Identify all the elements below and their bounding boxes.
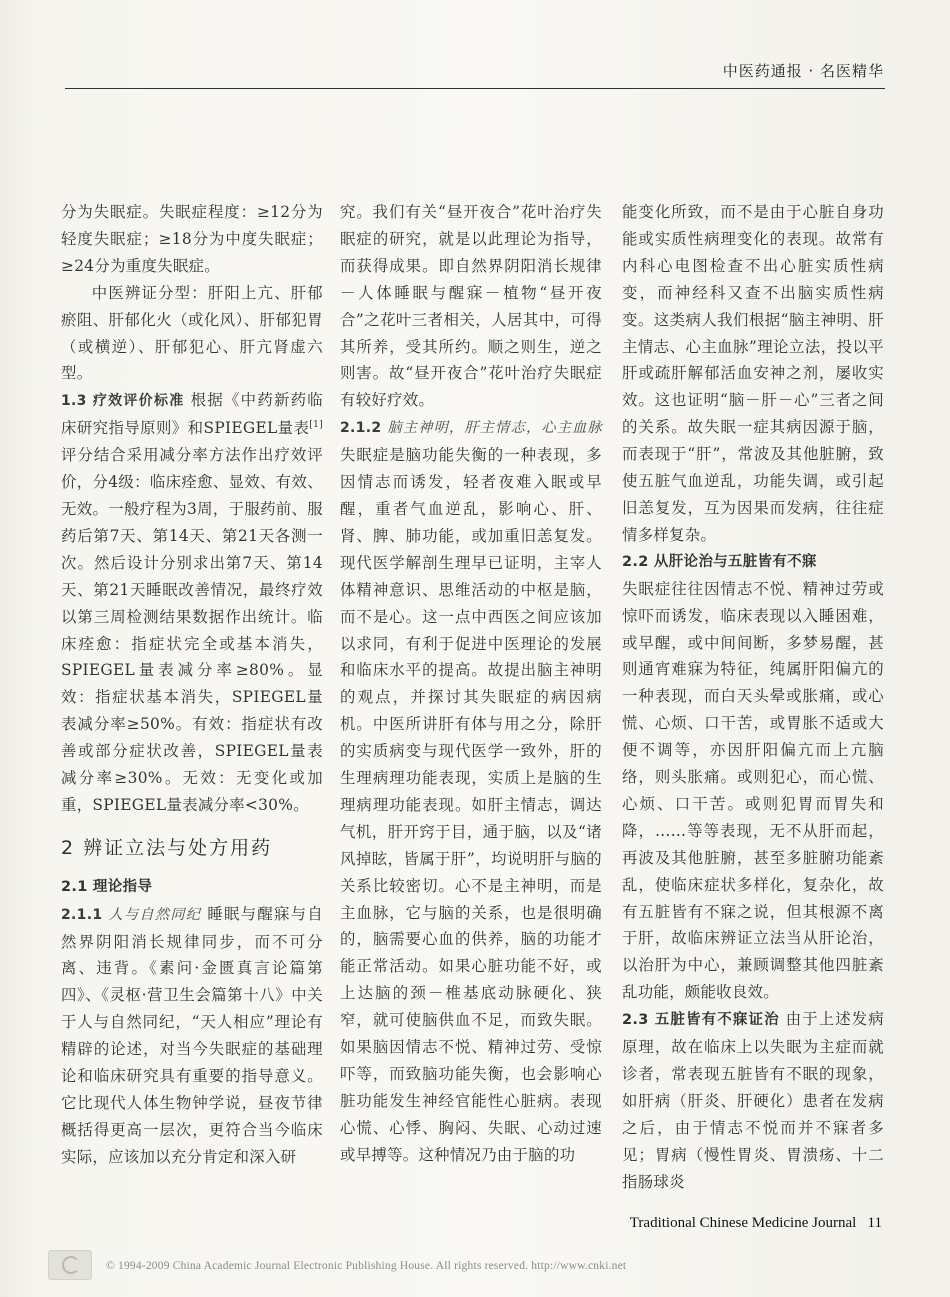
column-middle bbox=[340, 199, 602, 1169]
journal-header-title: 中医药通报 · 名医精华 bbox=[722, 62, 884, 80]
column-left bbox=[61, 199, 323, 1171]
section-text: 根据《中药新药临床研究指导原则》和SPIEGEL量表 bbox=[61, 391, 323, 438]
section-number: 2.1.2 bbox=[340, 420, 382, 437]
section-title: 2.3 五脏皆有不寐证治 bbox=[622, 1012, 780, 1029]
header-rule bbox=[65, 88, 885, 89]
section-text: 睡眠与醒寐与自然界阴阳消长规律同步，而不可分离、违背。《素问·金匮真言论篇第四》、《灵枢·营卫生会篇第十八》中关于人与自然同纪，“天人相应”理论有精辟的论述，对当今失眠症的基础理论和临床研究具有重要的指导意义。它比现代人体生物钟学说，昼夜节律概括得更高一层次，更符合当今临床实际，应该加以充分肯定和深入研 bbox=[61, 904, 323, 1166]
cnki-logo-icon bbox=[48, 1250, 92, 1280]
paragraph-insomnia-grading: 分为失眠症。失眠症程度：≥12分为轻度失眠症；≥18分为中度失眠症；≥24分为重度失眠症。 bbox=[61, 203, 323, 275]
footer-journal-name: Traditional Chinese Medicine Journal bbox=[629, 1215, 857, 1231]
section-text: 失眠症是脑功能失衡的一种表现，多因情志而诱发，轻者夜难入眠或早醒，重者气血逆乱，影响心、肝、肾、脾、肺功能，或加重旧恙复发。现代医学解剖生理早已证明，主宰人体精神意识、思维活动的中枢是脑，而不是心。这一点中西医之间应该加以求同，有利于促进中医理论的发展和临床水平的提高。故提出脑主神明的观点，并探讨其失眠症的病因病机。中医所讲肝有体与用之分，除肝的实质病变与现代医学一致外，肝的生理病理功能表现，实质上是脑的生理病理功能表现。如肝主情志，调达气机，肝开窍于目，通于脑，以及“诸风掉眩，皆属于肝”，均说明肝与脑的关系比较密切。心不是主神明，而是主血脉，它与脑的关系，也是很明确的，脑需要心血的供养，脑的功能才能正常活动。如果心脏功能不好，或上达脑的颈－椎基底动脉硬化、狭窄，就可使脑供血不足，而致失眠。如果脑因情志不悦、精神过劳、受惊吓等，而致脑功能失衡，也会影响心脏功能发生神经官能性心脏病。表现心慌、心悸、胸闷、失眠、心动过速或早搏等。这种情况乃由于脑的功 bbox=[340, 446, 602, 1164]
section-title: 人与自然同纪 bbox=[108, 906, 202, 923]
section-1-3 bbox=[61, 387, 323, 819]
section-title: 疗效评价标准 bbox=[92, 393, 185, 410]
footer-journal bbox=[630, 1215, 882, 1232]
section-text: 由于上述发病原理，故在临床上以失眠为主症而就诊者，常表现五脏皆有不眠的现象，如肝病（肝炎、肝硬化）患者在发病之后，由于情志不悦而并不寐者多见；胃病（慢性胃炎、胃溃疡、十二指肠球炎 bbox=[622, 1010, 884, 1191]
paragraph-liver-treatment: 失眠症往往因情志不悦、精神过劳或惊吓而诱发，临床表现以入睡困难，或早醒，或中间间断，多梦易醒，甚则通宵难寐为特征，纯属肝阳偏亢的一种表现，而白天头晕或胀痛，或心慌、心烦、口干苦，或胃胀不适或大便不调等，亦因肝阳偏亢而上亢脑络，则头胀痛。或则犯心，而心慌、心烦、口干苦。或则犯胃而胃失和降，……等等表现，无不从肝而起，再波及其他脏腑，甚至多脏腑功能紊乱，使临床症状多样化，复杂化，故有五脏皆有不寐之说，但其根源不离于肝，故临床辨证立法当从肝论治，以治肝为中心，兼顾调整其他四脏紊乱功能，颇能收良效。 bbox=[622, 579, 884, 1002]
citation-ref[interactable]: [1] bbox=[309, 420, 323, 431]
section-text-cont: 评分结合采用减分率方法作出疗效评价，分4级：临床痊愈、显效、有效、无效。一般疗程为3周，于服药前、服药后第7天、第14天、第21天各测一次。然后设计分别求出第7天、第14天、第21天睡眠改善情况，最终疗效以第三周检测结果数据作出统计。临床痊愈：指症状完全或基本消失，SPIEGEL量表减分率≥80%。显效：指症状基本消失，SPIEGEL量表减分率≥50%。有效：指症状有改善或部分症状改善，SPIEGEL量表减分率≥30%。无效：无变化或加重，SPIEGEL量表减分率<30%。 bbox=[61, 446, 323, 814]
column-right bbox=[622, 199, 884, 1196]
page-number: 11 bbox=[867, 1215, 882, 1231]
section-2-1-2 bbox=[340, 414, 602, 1168]
footer-copyright: © 1994-2009 China Academic Journal Electronic Publishing House. All rights reserved. http://www.cnki.net bbox=[106, 1260, 627, 1272]
heading-2-1: 2.1 理论指导 bbox=[61, 878, 153, 895]
paragraph-tcm-syndrome-types: 中医辨证分型：肝阳上亢、肝郁瘀阻、肝郁化火（或化风）、肝郁犯胃（或横逆）、肝郁犯心、肝亢肾虚六型。 bbox=[61, 283, 323, 383]
section-2-1-1 bbox=[61, 901, 323, 1171]
heading-2-2: 2.2 从肝论治与五脏皆有不寐 bbox=[622, 553, 817, 570]
heading-chapter-2: 2 辨证立法与处方用药 bbox=[61, 836, 273, 859]
section-title: 脑主神明，肝主情志，心主血脉 bbox=[387, 420, 602, 437]
section-number: 2.1.1 bbox=[61, 906, 103, 923]
paragraph-day-night-flower: 究。我们有关“昼开夜合”花叶治疗失眠症的研究，就是以此理论为指导，而获得成果。即自然界阴阳消长规律－人体睡眠与醒寐－植物“昼开夜合”之花叶三者相关，人居其中，可得其所养，受其所约。顺之则生，逆之则害。故“昼开夜合”花叶治疗失眠症有较好疗效。 bbox=[340, 203, 602, 410]
section-2-3 bbox=[622, 1006, 884, 1195]
paragraph-brain-liver-heart: 能变化所致，而不是由于心脏自身功能或实质性病理变化的表现。故常有内科心电图检查不出心脏实质性病变，而神经科又查不出脑实质性病变。这类病人我们根据“脑主神明、肝主情志、心主血脉”理论立法，投以平肝或疏肝解郁活血安神之剂，屡收实效。这也证明“脑－肝－心”三者之间的关系。故失眠一症其病因源于脑，而表现于“肝”，常波及其他脏腑，致使五脏气血逆乱，功能失调，或引起旧恙复发，互为因果而发病，往往症情多样复杂。 bbox=[622, 203, 884, 544]
section-number: 1.3 bbox=[61, 393, 87, 410]
